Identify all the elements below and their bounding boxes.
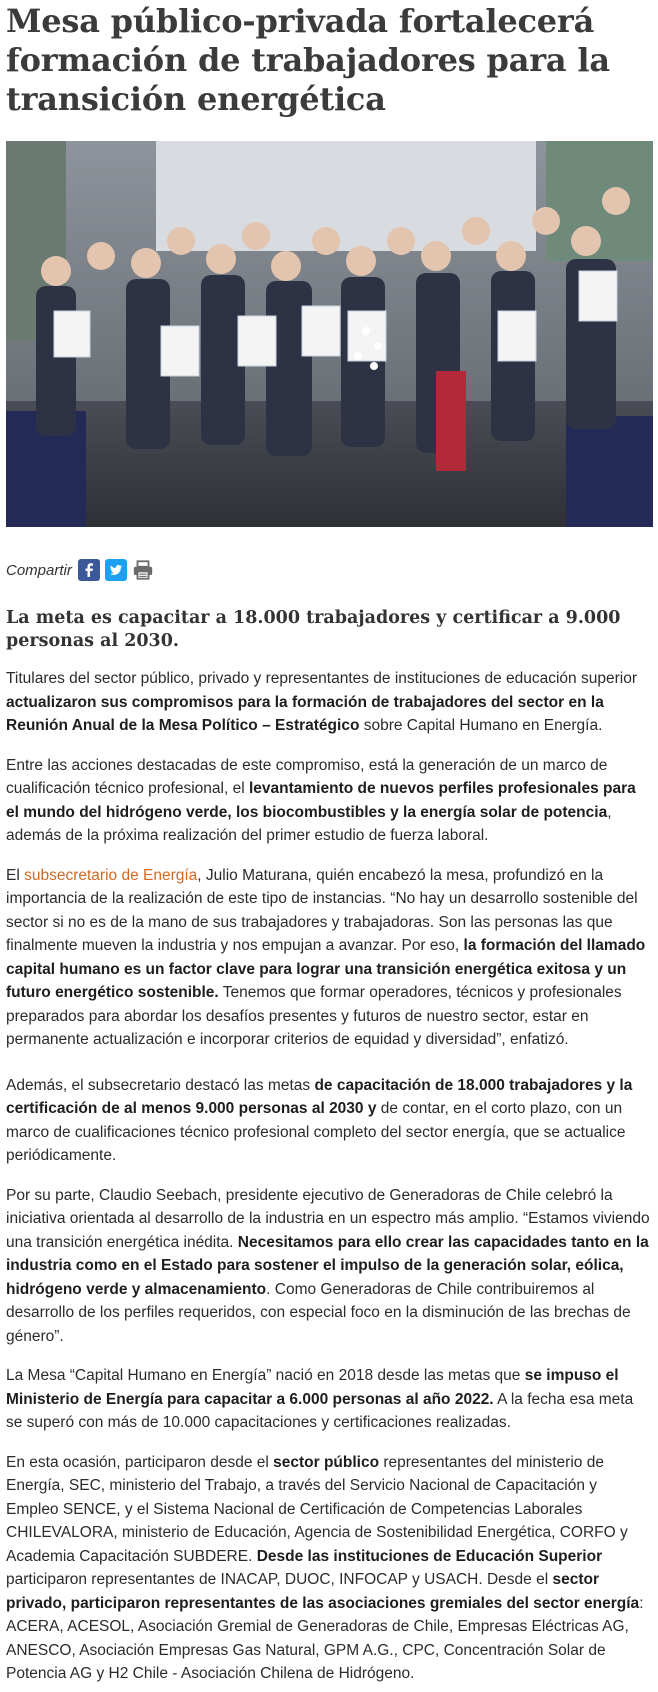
share-label: Compartir	[6, 561, 72, 579]
bold-text: levantamiento de nuevos perfiles profesionales para el mundo del hidrógeno verde, los biocombustibles y la energía solar de potencia	[6, 780, 636, 821]
article-photo	[6, 141, 653, 527]
bold-text: la formación del llamado capital humano es un factor clave para lograr una transición energética exitosa y un futuro energético sostenible.	[6, 937, 646, 1001]
print-icon[interactable]	[132, 559, 154, 581]
article-lead: La meta es capacitar a 18.000 trabajadores y certificar a 9.000 personas al 2030.	[6, 608, 621, 651]
text-span: participaron representantes de INACAP, DUOC, INFOCAP y USACH. Desde el	[6, 1571, 553, 1588]
bold-text: sector público	[273, 1453, 380, 1471]
paragraph-1	[6, 667, 652, 738]
text-span: : ACERA, ACESOL, Asociación Gremial de Generadoras de Chile, Empresas Eléctricas AG, ANESCO, Asociación Empresas Gas Natural, GPM A.G., CPC, Concentración Solar de Potencia AG y H2 Chile - Asociación Chilena de Hidrógeno.	[6, 1594, 644, 1682]
text-span: En esta ocasión, participaron desde el	[6, 1453, 274, 1471]
text-span: de contar, en el corto plazo, con un marco de cualificaciones técnico profesional completo del sector energía, que se actualice periódicamente.	[6, 1100, 626, 1164]
text-span: Entre las acciones destacadas de este compromiso, está la generación de un marco de cualificación técnico profesional, el	[6, 756, 608, 797]
text-span: , Julio Maturana, quién encabezó la mesa, profundizó en la importancia de la realización de este tipo de instancias. “No hay un desarrollo sostenible del sector si no es de la mano de sus trabajadores y trabajadoras. Son las personas las que finalmente mueven la industria y nos empujan a avanzar. Por eso,	[6, 866, 638, 954]
text-span: . Como Generadoras de Chile contribuiremos al desarrollo de los perfiles requeridos, con especial foco en la disminución de las brechas de género”.	[6, 1280, 631, 1345]
twitter-icon[interactable]	[105, 559, 127, 581]
text-span: Por su parte, Claudio Seebach, presidente ejecutivo de Generadoras de Chile celebró la iniciativa orientada al desarrollo de la industria en un espectro más amplio. “Estamos viviendo una transición energética inédita.	[6, 1186, 650, 1251]
bold-text: se impuso el Ministerio de Energía para capacitar a 6.000 personas al año 2022.	[6, 1367, 619, 1408]
facebook-icon[interactable]	[78, 559, 100, 581]
paragraph-6	[6, 1364, 652, 1435]
text-span: Titulares del sector público, privado y representantes de instituciones de educación superior	[6, 670, 637, 687]
text-span: Tenemos que formar operadores, técnicos y profesionales preparados para abordar los desafíos presentes y futuros de nuestro sector, estar en permanente actualización e incorporar criterios de equidad y diversidad”, enfatizó.	[6, 984, 622, 1048]
bold-text: de capacitación de 18.000 trabajadores y la certificación de al menos 9.000 personas al 2030 y	[6, 1076, 633, 1117]
article	[0, 2, 658, 1686]
text-span: El	[6, 866, 25, 884]
bold-text: actualizaron sus compromisos para la formación de trabajadores del sector en la Reunión Anual de la Mesa Político – Estratégico	[6, 693, 604, 734]
text-span: A la fecha esa meta se superó con más de 10.000 capacitaciones y certificaciones realizadas.	[6, 1390, 634, 1431]
bold-text: sector privado, participaron representantes de las asociaciones gremiales del sector energía	[6, 1571, 640, 1612]
text-span: Además, el subsecretario destacó las metas	[6, 1076, 315, 1094]
paragraph-2	[6, 754, 652, 848]
subsecretario-link[interactable]: subsecretario de Energía	[24, 866, 198, 884]
paragraph-5	[6, 1184, 652, 1349]
text-span: , además de la próxima realización del primer estudio de fuerza laboral.	[6, 803, 612, 844]
bold-text: Necesitamos para ello crear las capacidades tanto en la industria como en el Estado para sostener el impulso de la generación solar, eólica, hidrógeno verde y almacenamiento	[6, 1233, 649, 1298]
text-span: representantes del ministerio de Energía, SEC, ministerio del Trabajo, a través del Servicio Nacional de Capacitación y Empleo SENCE, y el Sistema Nacional de Certificación de Competencias Laborales CHILEVALORA, ministerio de Educación, Agencia de Sostenibilidad Energética, CORFO y Academia Capacitación SUBDERE.	[6, 1453, 628, 1565]
text-span: La Mesa “Capital Humano en Energía” nació en 2018 desde las metas que	[6, 1367, 525, 1384]
paragraph-3	[6, 864, 652, 1052]
paragraph-4	[6, 1074, 652, 1168]
group-photo-image	[6, 141, 653, 527]
text-span: sobre Capital Humano en Energía.	[359, 717, 603, 734]
article-title: Mesa público-privada fortalecerá formación de trabajadores para la transición energética	[6, 2, 610, 118]
bold-text: Desde las instituciones de Educación Superior	[256, 1547, 603, 1565]
paragraph-7	[6, 1451, 652, 1686]
share-bar	[6, 557, 652, 583]
